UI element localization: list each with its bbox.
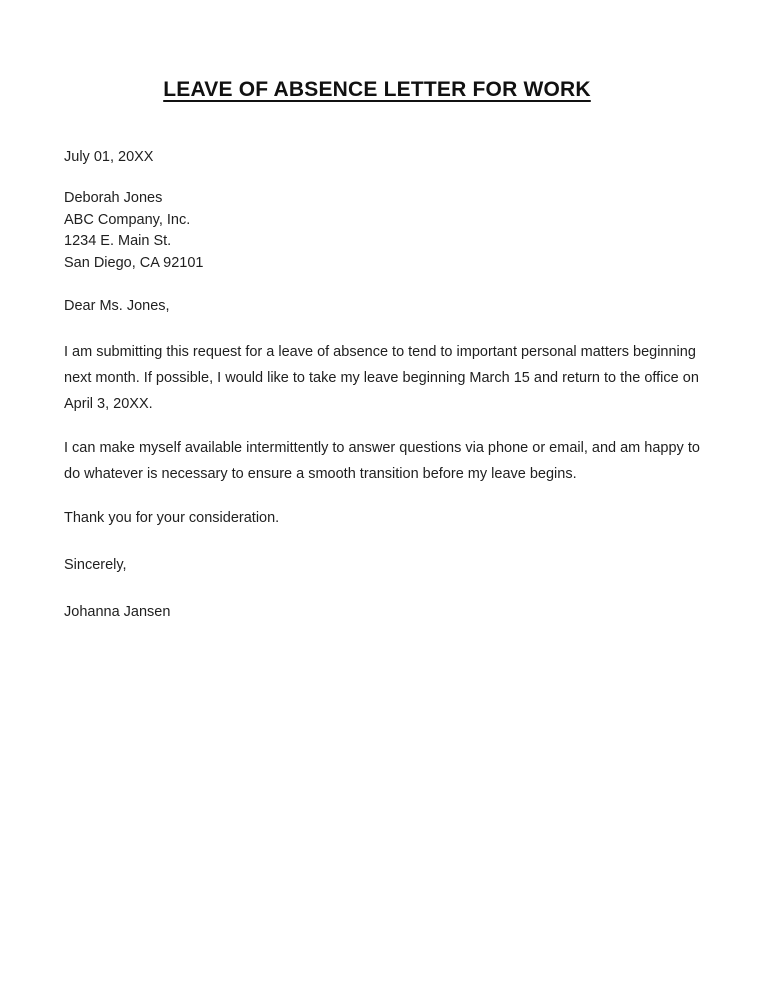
signature-name: Johanna Jansen bbox=[64, 604, 171, 620]
letter-date: July 01, 20XX bbox=[64, 149, 154, 165]
recipient-street: 1234 E. Main St. bbox=[64, 233, 172, 249]
recipient-name: Deborah Jones bbox=[64, 190, 163, 206]
page-title: LEAVE OF ABSENCE LETTER FOR WORK bbox=[163, 78, 591, 101]
recipient-city-state-zip: San Diego, CA 92101 bbox=[64, 254, 204, 271]
body-paragraph-1: I am submitting this request for a leave of absence to tend to important personal matters beginning next month. If possible, I would like to take my leave beginning March 15 and return to the office on April 3, 20XX. bbox=[64, 344, 699, 412]
recipient-address-block bbox=[64, 188, 704, 274]
body-paragraph-2: I can make myself available intermittently to answer questions via phone or email, and am happy to do whatever is necessary to ensure a smooth transition before my leave begins. bbox=[64, 440, 700, 482]
closing-line: Sincerely, bbox=[64, 557, 127, 573]
thanks-line: Thank you for your consideration. bbox=[64, 510, 280, 526]
recipient-company: ABC Company, Inc. bbox=[64, 211, 191, 228]
salutation: Dear Ms. Jones, bbox=[64, 298, 170, 314]
letter-body bbox=[64, 78, 704, 625]
